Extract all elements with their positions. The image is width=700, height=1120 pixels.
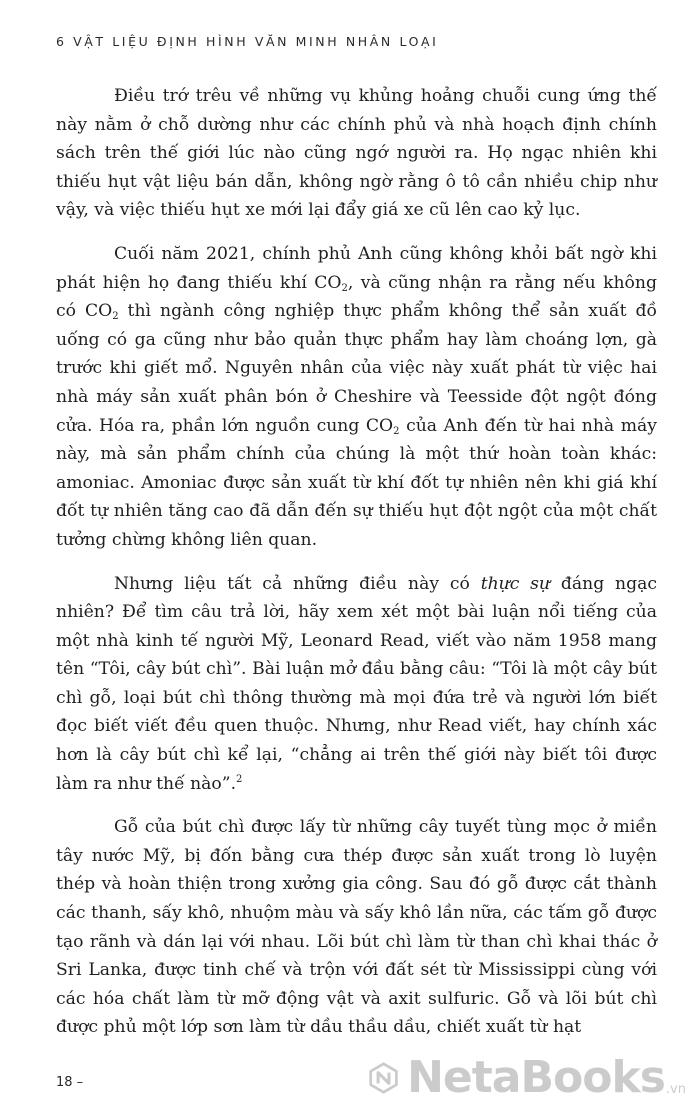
p3-part-b: đáng ngạc nhiên? Để tìm câu trả lời, hãy xem xét một bài luận nổi tiếng của một nhà kinh tế người Mỹ, Leonard Read, viết vào năm 1958 mang tên “Tôi, cây bút chì”. Bài luận mở đầu bằng câu: “Tôi là một cây bút chì gỗ, loại bút chì thông thường mà mọi đứa trẻ và người lớn biết đọc biết viết đều quen thuộc. Nhưng, như Read viết, hay chính xác hơn là cây bút chì kể lại, “chẳng ai trên thế giới này biết tôi được làm ra như thế nào”. [56,573,657,794]
paragraph-1: Điều trớ trêu về những vụ khủng hoảng chuỗi cung ứng thế này nằm ở chỗ dường như các chính phủ và nhà hoạch định chính sách trên thế giới lúc nào cũng ngớ người ra. Họ ngạc nhiên khi thiếu hụt vật liệu bán dẫn, không ngờ rằng ô tô cần nhiều chip như vậy, và việc thiếu hụt xe mới lại đẩy giá xe cũ lên cao kỷ lục. [56,86,657,221]
p2-part-c: thì ngành công nghiệp thực phẩm không thể sản xuất đồ uống có ga cũng như bảo quản thực phẩm hay làm choáng lợn, gà trước khi giết mổ. Nguyên nhân của việc này xuất phát từ việc hai nhà máy sản xuất phân bón ở Cheshire và Teesside đột ngột đóng cửa. Hóa ra, phần lớn nguồn cung CO [56,301,657,436]
co2-subscript: 2 [341,282,348,294]
paragraph-4: Gỗ của bút chì được lấy từ những cây tuyết tùng mọc ở miền tây nước Mỹ, bị đốn bằng cưa thép được sản xuất trong lò luyện thép và hoàn thiện trong xưởng gia công. Sau đó gỗ được cắt thành các thanh, sấy khô, nhuộm màu và sấy khô lần nữa, các tấm gỗ được tạo rãnh và dán lại với nhau. Lõi bút chì làm từ than chì khai thác ở Sri Lanka, được tinh chế và trộn với đất sét từ Mississippi cùng với các hóa chất làm từ mỡ động vật và axit sulfuric. Gỗ và lõi bút chì được phủ một lớp sơn làm từ dầu thầu dầu, chiết xuất từ hạt [56,817,657,1038]
paragraph-2 [56,240,657,555]
p2-part-b: , và cũng nhận ra rằng nếu không có CO [56,272,657,322]
netabooks-watermark [368,1053,686,1103]
p2-part-a: Cuối năm 2021, chính phủ Anh cũng không khỏi bất ngờ khi phát hiện họ đang thiếu khí CO [56,243,657,293]
book-body-text [56,82,657,1042]
page-number: 18 – [56,1075,84,1090]
paragraph-3 [56,570,657,799]
p3-italic-emphasis: thực sự [480,573,551,594]
co2-subscript: 2 [393,425,400,437]
n-logo-icon [368,1055,399,1101]
co2-subscript: 2 [112,311,119,323]
p2-part-d: của Anh đến từ hai nhà máy này, mà sản phẩm chính của chúng là một thứ hoàn toàn khác: amoniac. Amoniac được sản xuất từ khí đốt tự nhiên nên khi giá khí đốt tự nhiên tăng cao đã dẫn đến sự thiếu hụt đột ngột của một chất tưởng chừng không liên quan. [56,415,657,550]
footnote-marker: 2 [236,773,243,785]
running-header: 6 VẬT LIỆU ĐỊNH HÌNH VĂN MINH NHÂN LOẠI [56,34,439,49]
p3-part-a: Nhưng liệu tất cả những điều này có [114,573,481,594]
watermark-brand: NetaBooks [407,1052,665,1103]
watermark-suffix: .vn [665,1082,686,1097]
